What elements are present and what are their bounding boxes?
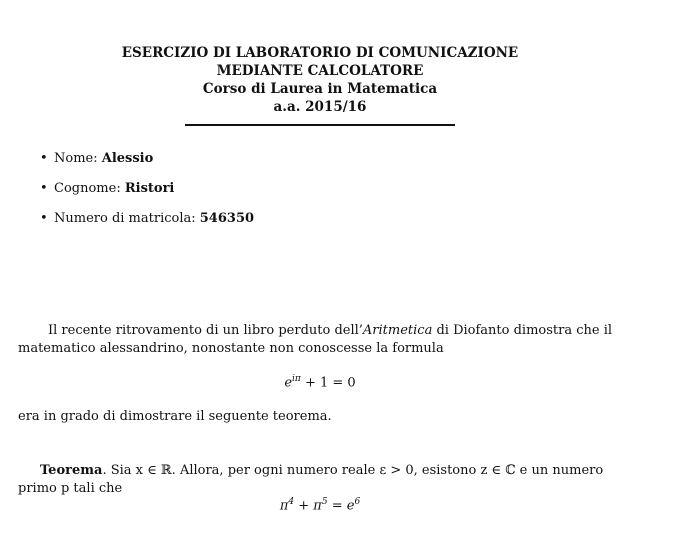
- nome-value: Alessio: [101, 151, 154, 166]
- header-title-line2: MEDIANTE CALCOLATORE: [216, 63, 424, 79]
- paragraph-intro-start: Il recente ritrovamento di un libro perduto dell’: [48, 323, 363, 338]
- equation-theorem: [0, 497, 640, 513]
- matricola-label: Numero di matricola:: [54, 211, 196, 226]
- paragraph-transition: era in grado di dimostrare il seguente teorema.: [18, 409, 332, 424]
- equation-euler: [0, 374, 640, 390]
- eq2-c-exp: 6: [354, 497, 361, 507]
- paragraph-intro: [18, 322, 628, 358]
- list-item-cognome: [40, 180, 254, 210]
- aritmetica-title: Aritmetica: [362, 323, 433, 338]
- eq1-rest: + 1 = 0: [300, 375, 356, 391]
- theorem-statement: [18, 462, 628, 498]
- cognome-value: Ristori: [124, 181, 175, 196]
- theorem-label: Teorema: [40, 463, 103, 478]
- header-rule: [185, 124, 455, 126]
- eq2-b: π: [313, 498, 322, 514]
- eq1-exponent: iπ: [292, 374, 301, 384]
- eq2-c: e: [346, 498, 355, 514]
- eq1-base: e: [284, 375, 293, 391]
- bullet: •: [40, 181, 48, 196]
- header-academic-year: a.a. 2015/16: [273, 99, 367, 115]
- paragraph-intro-end: di Diofanto dimostra che il matematico alessandrino, nonostante non conoscesse la formula: [18, 323, 613, 356]
- eq2-a-exp: 4: [288, 497, 295, 507]
- header-course: Corso di Laurea in Matematica: [202, 81, 438, 97]
- cognome-label: Cognome:: [54, 181, 121, 196]
- matricola-value: 546350: [199, 211, 255, 226]
- eq2-plus: +: [294, 498, 314, 514]
- nome-label: Nome:: [54, 151, 98, 166]
- bullet: •: [40, 151, 48, 166]
- list-item-nome: [40, 150, 254, 180]
- theorem-text: . Sia x ∈ ℝ. Allora, per ogni numero reale ε > 0, esistono z ∈ ℂ e un numero primo p tali che: [18, 463, 604, 496]
- eq2-equals: =: [327, 498, 347, 514]
- header-title-line1: ESERCIZIO DI LABORATORIO DI COMUNICAZIONE: [121, 45, 519, 61]
- bullet: •: [40, 211, 48, 226]
- student-info-list: [40, 150, 254, 240]
- eq2-b-exp: 5: [321, 497, 328, 507]
- list-item-matricola: [40, 210, 254, 240]
- document-header: [0, 44, 640, 126]
- eq2-a: π: [279, 498, 289, 514]
